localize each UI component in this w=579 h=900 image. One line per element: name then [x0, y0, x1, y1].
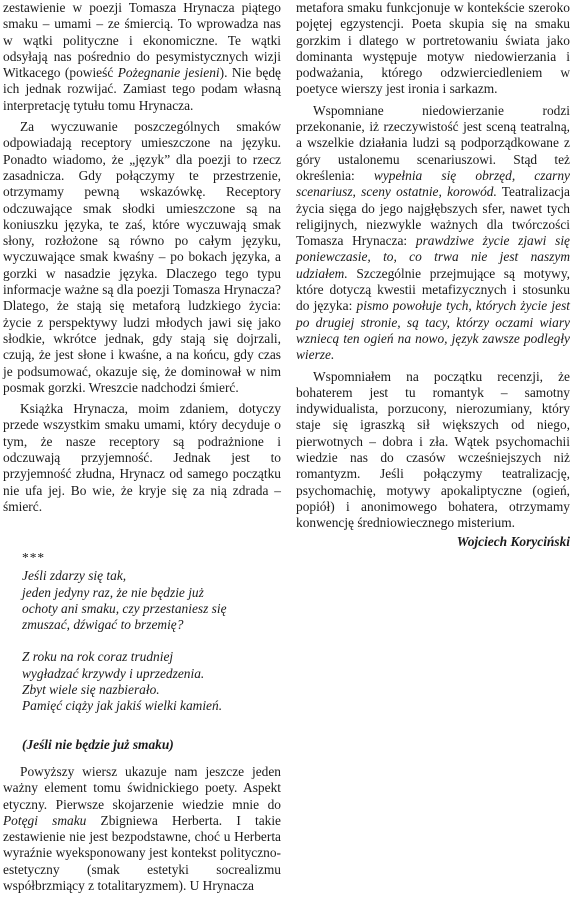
poem-stanza	[22, 649, 292, 714]
poem-line: wygładzać krzywdy i uprzedzenia.	[22, 665, 205, 681]
paragraph: Wspomniałem na początku recenzji, że bohaterem jest tu romantyk – samotny indywidualista, porzucony, nierozumiany, który staje się igraszką sił większych od niego, pierwotnych – dobra i zła. Wątek psychomachii wiedzie nas do czasów wcześniejszych niż romantyzm. Jeśli połączymy teatralizację, psychomachię, motywy apokaliptyczne (ogień, popiół) i anonimowego bohatera, otrzymamy konwencję średniowiecznego misterium.	[296, 368, 570, 531]
paragraph: zestawienie w poezji Tomasza Hrynacza piątego smaku – umami – ze śmiercią. To wprowadza nas w wątki polityczne i ekonomiczne. Te wątki odsyłają nas pośrednio do pesymistycznych wizji Witkacego (powieść Pożegnanie jesieni). Nie będę ich jednak rozwijać. Zamiast tego podam własną interpretację tytułu tomu Hrynacza.	[3, 0, 281, 113]
poem-line: Pamięć ciąży jak jakiś wielki kamień.	[22, 698, 223, 714]
paragraph: Za wyczuwanie poszczególnych smaków odpowiadają receptory umieszczone na języku. Ponadto wiadomo, że „język” dla poezji to rzecz zasadnicza. Gdy połączymy te przestrzenie, otrzymamy pewną wskazówkę. Receptory odczuwające smak słodki umieszczone są na koniuszku języka, te zaś, które wyczuwają smak słony, rozłożone są równo po całym języku, wyczuwające smak kwaśny – po bokach języka, a gorzki w nasadzie języka. Dlaczego tego typu informacje ważne są dla poezji Tomasza Hrynacza? Dlatego, że stają się metaforą ludzkiego życia: życie z perspektywy ludzi młodych jawi się jako słodkie, wkrótce jednak, gdy stają się dojrzali, czują, że jest słone i kwaśne, a na końcu, gdy czas je podsumować, okazuje się, że dominował w nim posmak gorzki. Wreszcie nadchodzi śmierć.	[3, 119, 281, 395]
poem-line: jeden jedyny raz, że nie będzie już	[22, 584, 204, 600]
poem-asterisks: ***	[22, 550, 46, 565]
paragraph: metafora smaku funkcjonuje w kontekście szeroko pojętej egzystencji. Poeta skupia się na smaku gorzkim i dlatego w portretowaniu świata jako dominanta występuje motyw niedowierzania i podważania, którego odzwierciedleniem w poetyce wierszy jest ironia i sarkazm.	[296, 0, 570, 97]
paragraph: Wspomniane niedowierzanie rodzi przekonanie, iż rzeczywistość jest sceną teatralną, a wszelkie działania ludzi są podporządkowane z góry ustalonemu scenariuszowi. Stąd też określenia: wypełnia się obrzęd, czarny scenariusz, sceny ostatnie, korowód. Teatralizacja życia sięga do jego najgłębszych sfer, nawet tych religijnych, niezwykle ważnych dla twórczości Tomasza Hrynacza: prawdziwe życie zjawi się poniewczasie, to, co trwa nie jest naszym udziałem. Szczególnie przejmujące są motywy, które dotyczą kwestii metafizycznych i stosunku do języka: pismo powołuje tych, których życie jest po drugiej stronie, są tacy, którzy oczami wiary wzniecą ten ogień na nowo, język zawsze podległy wierze.	[296, 102, 571, 363]
poem-stanza	[22, 568, 292, 633]
poem	[22, 550, 292, 731]
poem-title: (Jeśli nie będzie już smaku)	[22, 737, 174, 752]
left-column	[3, 0, 281, 515]
bottom-column	[3, 764, 281, 894]
right-column	[296, 0, 570, 550]
paragraph: Powyższy wiersz ukazuje nam jeszcze jeden ważny element tomu świdnickiego poety. Aspekt etyczny. Pierwsze skojarzenie wiedzie mnie do Potęgi smaku Zbigniewa Herberta. I takie zestawienie nie jest bezpodstawne, choć u Herberta wyraźnie wyeksponowany jest kontekst polityczno-estetyczny (smak estetyki socrealizmu współbrzmiący z totalitaryzmem). U Hrynacza	[3, 764, 281, 894]
poem-line: ochoty ani smaku, czy przestaniesz się	[22, 600, 227, 616]
poem-line: zmuszać, dźwigać to brzemię?	[22, 617, 184, 633]
poem-line: Zbyt wiele się nazbierało.	[22, 682, 160, 698]
poem-line: Z roku na rok coraz trudniej	[22, 649, 174, 665]
poem-line: Jeśli zdarzy się tak,	[22, 568, 127, 584]
paragraph: Książka Hrynacza, moim zdaniem, dotyczy przede wszystkim smaku umami, który decyduje o tym, że nasze receptory są podrażnione i odczuwają przyjemność. Jednak jest to przyjemność złudna, Hrynacz od samego początku nie ufa jej. Bo wie, że kryje się za nią zdrada – śmierć.	[3, 401, 281, 514]
author-signature: Wojciech Koryciński	[456, 533, 570, 549]
